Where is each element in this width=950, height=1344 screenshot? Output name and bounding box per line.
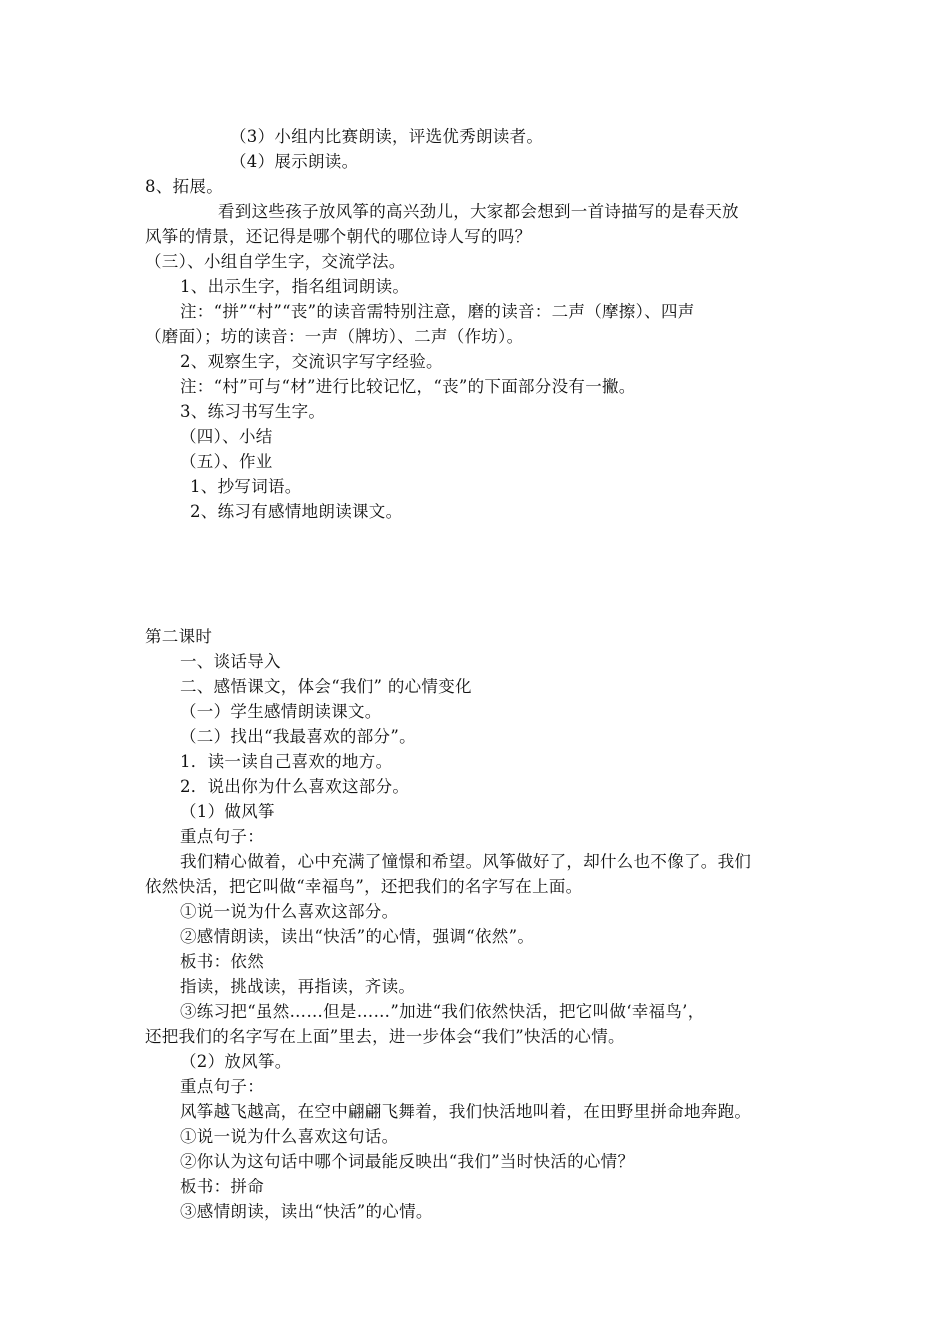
lesson-title: 第二课时 <box>145 627 213 646</box>
section-heading: （三）、小组自学生字，交流学法。 <box>145 252 406 271</box>
text-line: 2、练习有感情地朗读课文。 <box>190 502 403 521</box>
text-line: 看到这些孩子放风筝的高兴劲儿，大家都会想到一首诗描写的是春天放 <box>218 202 739 221</box>
note-line: （磨面）；坊的读音：一声（牌坊）、二声（作坊）。 <box>145 327 524 346</box>
text-line: ②感情朗读，读出“快活”的心情，强调“依然”。 <box>180 927 535 946</box>
text-line: （二）找出“我最喜欢的部分”。 <box>180 727 416 746</box>
quote-line: 依然快活，把它叫做“幸福鸟”，还把我们的名字写在上面。 <box>145 877 583 896</box>
quote-line: 我们精心做着，心中充满了憧憬和希望。风筝做好了，却什么也不像了。我们 <box>180 852 752 871</box>
text-line: （2）放风筝。 <box>180 1052 292 1071</box>
text-line: （4）展示朗读。 <box>230 152 359 171</box>
text-line: （1）做风筝 <box>180 802 275 821</box>
text-line: （3）小组内比赛朗读，评选优秀朗读者。 <box>230 127 544 146</box>
text-line: ①说一说为什么喜欢这部分。 <box>180 902 399 921</box>
text-line: 指读，挑战读，再指读，齐读。 <box>180 977 416 996</box>
note-line: 注：“拼”“村”“丧”的读音需特别注意，磨的读音：二声（摩擦）、四声 <box>180 302 695 321</box>
text-line: 还把我们的名字写在上面”里去，进一步体会“我们”快活的心情。 <box>145 1027 625 1046</box>
section-heading: 8、拓展。 <box>145 177 223 196</box>
text-line: ①说一说为什么喜欢这句话。 <box>180 1127 399 1146</box>
text-line: 风筝的情景，还记得是哪个朝代的哪位诗人写的吗？ <box>145 227 532 246</box>
text-line: （一）学生感情朗读课文。 <box>180 702 382 721</box>
note-line: 注：“村”可与“材”进行比较记忆，“丧”的下面部分没有一撇。 <box>180 377 636 396</box>
section-heading: （四）、小结 <box>180 427 273 446</box>
text-line: ②你认为这句话中哪个词最能反映出“我们”当时快活的心情？ <box>180 1152 635 1171</box>
text-line: ③练习把“虽然……但是……”加进“我们依然快活，把它叫做‘幸福鸟’， <box>180 1002 705 1021</box>
text-line: 板书：拼命 <box>180 1177 264 1196</box>
text-line: 2、观察生字，交流识字写字经验。 <box>180 352 443 371</box>
text-line: 板书：依然 <box>180 952 264 971</box>
text-line: 重点句子： <box>180 1077 264 1096</box>
quote-line: 风筝越飞越高，在空中翩翩飞舞着，我们快活地叫着，在田野里拼命地奔跑。 <box>180 1102 752 1121</box>
section-heading: （五）、作业 <box>180 452 273 471</box>
text-line: 1、出示生字，指名组词朗读。 <box>180 277 410 296</box>
text-line: 3、练习书写生字。 <box>180 402 326 421</box>
text-line: 重点句子： <box>180 827 264 846</box>
section-heading: 二、感悟课文，体会“我们” 的心情变化 <box>180 677 472 696</box>
section-heading: 一、谈话导入 <box>180 652 281 671</box>
text-line: ③感情朗读，读出“快活”的心情。 <box>180 1202 433 1221</box>
text-line: 1．读一读自己喜欢的地方。 <box>180 752 393 771</box>
text-line: 1、抄写词语。 <box>190 477 302 496</box>
text-line: 2．说出你为什么喜欢这部分。 <box>180 777 410 796</box>
